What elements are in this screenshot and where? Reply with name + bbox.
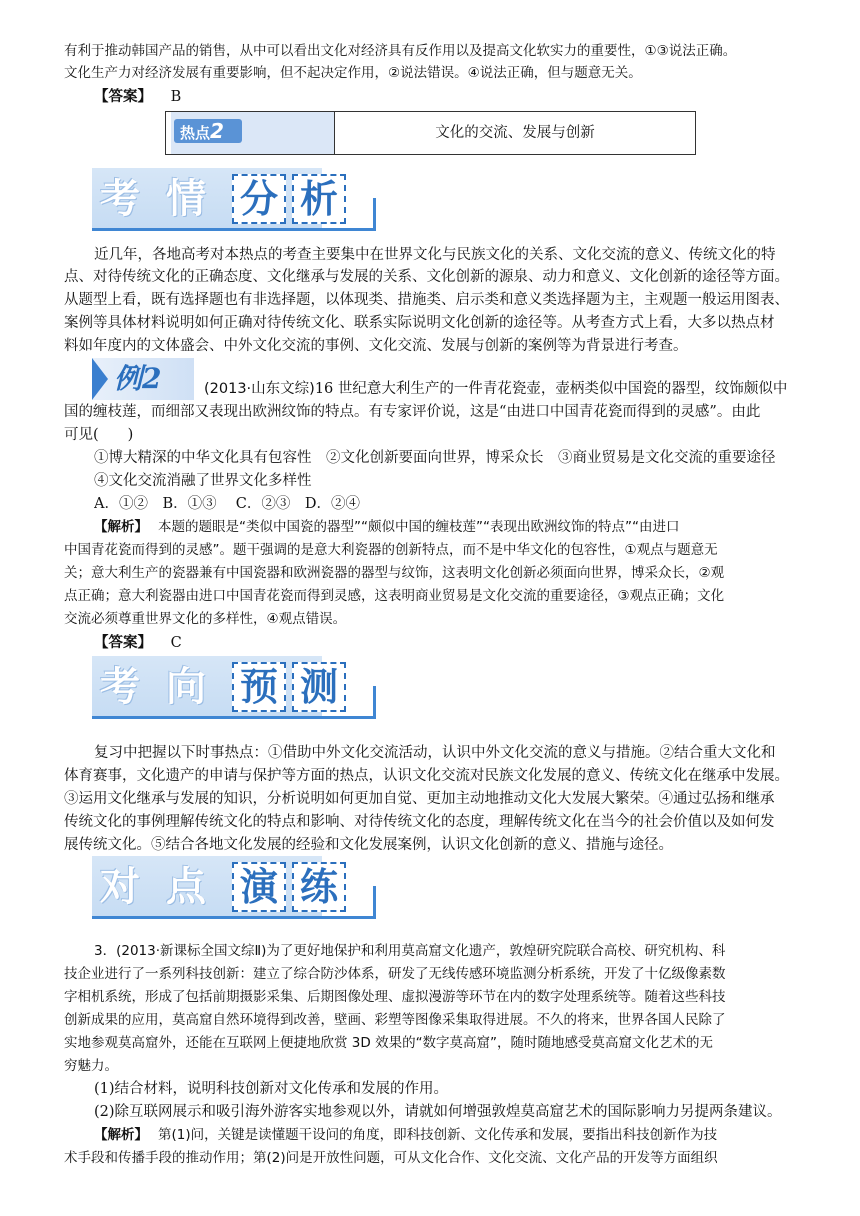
- example-badge-label: 例2: [114, 362, 162, 395]
- banner-rule: [92, 916, 376, 919]
- example-arrow-icon: [92, 358, 108, 400]
- banner-rule: [92, 228, 376, 231]
- banner-boxed-char: 分: [232, 174, 286, 224]
- choices-line: A．①② B．①③ C．②③ D．②④: [94, 496, 360, 512]
- banner-boxed-char: 测: [292, 662, 346, 712]
- banner-tick: [373, 686, 376, 719]
- analysis-label: 【解析】: [94, 519, 148, 535]
- example-stem: 16 世纪意大利生产的一件青花瓷壶，壶柄类似中国瓷的器型，纹饰颇似中: [314, 381, 788, 397]
- question-stem: 为了更好地保护和利用莫高窟文化遗产，敦煌研究院联合高校、研究机构、科: [266, 943, 726, 959]
- text-line: 可见( ): [64, 427, 134, 443]
- sub-question: (1)结合材料，说明科技创新对文化传承和发展的作用。: [94, 1081, 449, 1097]
- text-line: 复习中把握以下时事热点：①借助中外文化交流活动，认识中外文化交流的意义与措施。②结合重大文化和: [94, 745, 776, 761]
- banner-tick: [373, 198, 376, 231]
- text-line: 术手段和传播手段的推动作用；第(2)问是开放性问题，可从文化合作、文化交流、文化产品的开发等方面组织: [64, 1150, 718, 1166]
- answer-line: [94, 632, 800, 654]
- hotspot-title-box: [165, 111, 696, 155]
- banner-rule: [92, 716, 376, 719]
- section-banner-exam-forecast: [92, 656, 382, 726]
- example-badge: [92, 358, 194, 400]
- text-line: 国的缠枝莲，而细部又表现出欧洲纹饰的特点。有专家评价说，这是“由进口中国青花瓷而得到的灵感”。由此: [64, 404, 761, 420]
- section-banner-practice: [92, 856, 382, 926]
- banner-char: 情: [166, 175, 206, 222]
- banner-boxed-char: 析: [292, 174, 346, 224]
- example-source: (2013·山东文综): [204, 381, 315, 397]
- sub-question: (2)除互联网展示和吸引海外游客实地参观以外，请就如何增强敦煌莫高窟艺术的国际影响力另提两条建议。: [94, 1104, 782, 1120]
- text-line: 实地参观莫高窟外，还能在互联网上便捷地欣赏 3D 效果的“数字莫高窟”，随时随地感受莫高窟文化艺术的无: [64, 1035, 714, 1051]
- text-line: 穷魅力。: [64, 1058, 118, 1074]
- text-line: 从题型上看，既有选择题也有非选择题，以体现类、措施类、启示类和意义类选择题为主，主观题一般运用图表、: [64, 292, 789, 308]
- banner-boxed-char: 预: [232, 662, 286, 712]
- text-line: 案例等具体材料说明如何正确对待传统文化、联系实际说明文化创新的途径等。从考查方式上看，大多以热点材: [64, 315, 775, 331]
- section-banner-exam-analysis: [92, 168, 382, 238]
- text-line: 点、对待传统文化的正确态度、文化继承与发展的关系、文化创新的源泉、动力和意义、文化创新的途径等方面。: [64, 269, 789, 285]
- hotspot-number: 2: [210, 119, 224, 143]
- text-line: 料如年度内的文体盛会、中外文化交流的事例、文化交流、发展与创新的案例等为背景进行考查。: [64, 338, 688, 354]
- options-line: ①博大精深的中华文化具有包容性 ②文化创新要面向世界，博采众长 ③商业贸易是文化交流的重要途径: [94, 450, 776, 466]
- text-line: 创新成果的应用，莫高窟自然环境得到改善，壁画、彩塑等图像采集取得进展。不久的将来，世界各国人民除了: [64, 1012, 726, 1028]
- banner-char: 向: [166, 663, 206, 710]
- question-first-line: [94, 940, 800, 962]
- hotspot-pill: [174, 119, 242, 143]
- options-line: ④文化交流消融了世界文化多样性: [94, 473, 312, 489]
- banner-char: 考: [100, 663, 140, 710]
- text-line: 有利于推动韩国产品的销售，从中可以看出文化对经济具有反作用以及提高文化软实力的重要性，①③说法正确。: [64, 43, 737, 59]
- analysis-first-line: [94, 1124, 800, 1146]
- analysis-text: 第(1)问，关键是读懂题干设问的角度，即科技创新、文化传承和发展，要指出科技创新作为技: [158, 1127, 718, 1143]
- banner-boxed-char: 练: [292, 862, 346, 912]
- text-line: 传统文化的事例理解传统文化的特点和影响、对待传统文化的态度，理解传统文化在当今的社会价值以及如何发: [64, 814, 775, 830]
- answer-line: [94, 86, 800, 108]
- analysis-text: 本题的题眼是“类似中国瓷的器型”“颇似中国的缠枝莲”“表现出欧洲纹饰的特点”“由进口: [158, 519, 680, 535]
- answer-value: C: [170, 635, 182, 651]
- analysis-label: 【解析】: [94, 1127, 148, 1143]
- text-line: 近几年，各地高考对本热点的考查主要集中在世界文化与民族文化的关系、文化交流的意义、传统文化的特: [94, 247, 776, 263]
- text-line: 体育赛事，文化遗产的申请与保护等方面的热点，认识文化交流对民族文化发展的意义、传统文化在继承中发展。: [64, 768, 789, 784]
- banner-char: 考: [100, 175, 140, 222]
- banner-boxed-char: 演: [232, 862, 286, 912]
- example-first-line: [204, 378, 800, 400]
- answer-value: B: [170, 89, 182, 105]
- text-line: 中国青花瓷而得到的灵感”。题干强调的是意大利瓷器的创新特点，而不是中华文化的包容性，①观点与题意无: [64, 542, 718, 558]
- banner-tick: [373, 886, 376, 919]
- text-line: 文化生产力对经济发展有重要影响，但不起决定作用，②说法错误。④说法正确，但与题意无关。: [64, 65, 642, 81]
- banner-char: 点: [166, 863, 206, 910]
- answer-label: 【答案】: [94, 89, 152, 105]
- hotspot-badge: [166, 112, 335, 154]
- hotspot-title: 文化的交流、发展与创新: [435, 125, 595, 141]
- answer-label: 【答案】: [94, 635, 152, 651]
- text-line: 字相机系统，形成了包括前期摄影采集、后期图像处理、虚拟漫游等环节在内的数字处理系统等。随着这些科技: [64, 989, 726, 1005]
- question-source: 3．(2013·新课标全国文综Ⅱ): [94, 943, 267, 959]
- banner-char: 对: [100, 863, 140, 910]
- text-line: 关；意大利生产的瓷器兼有中国瓷器和欧洲瓷器的器型与纹饰，这表明文化创新必须面向世界，博采众长，②观: [64, 565, 725, 581]
- text-line: 交流必须尊重世界文化的多样性，④观点错误。: [64, 611, 347, 627]
- text-line: 展传统文化。⑤结合各地文化发展的经验和文化发展案例，认识文化创新的意义、措施与途径。: [64, 837, 673, 853]
- analysis-first-line: [94, 516, 800, 538]
- text-line: ③运用文化继承与发展的知识，分析说明如何更加自觉、更加主动地推动文化大发展大繁荣。④通过弘扬和继承: [64, 791, 775, 807]
- text-line: 点正确；意大利瓷器由进口中国青花瓷而得到灵感，这表明商业贸易是文化交流的重要途径，③观点正确；文化: [64, 588, 725, 604]
- text-line: 技企业进行了一系列科技创新：建立了综合防沙体系，研发了无线传感环境监测分析系统，开发了十亿级像素数: [64, 966, 726, 982]
- hotspot-badge-label: 热点: [180, 124, 211, 142]
